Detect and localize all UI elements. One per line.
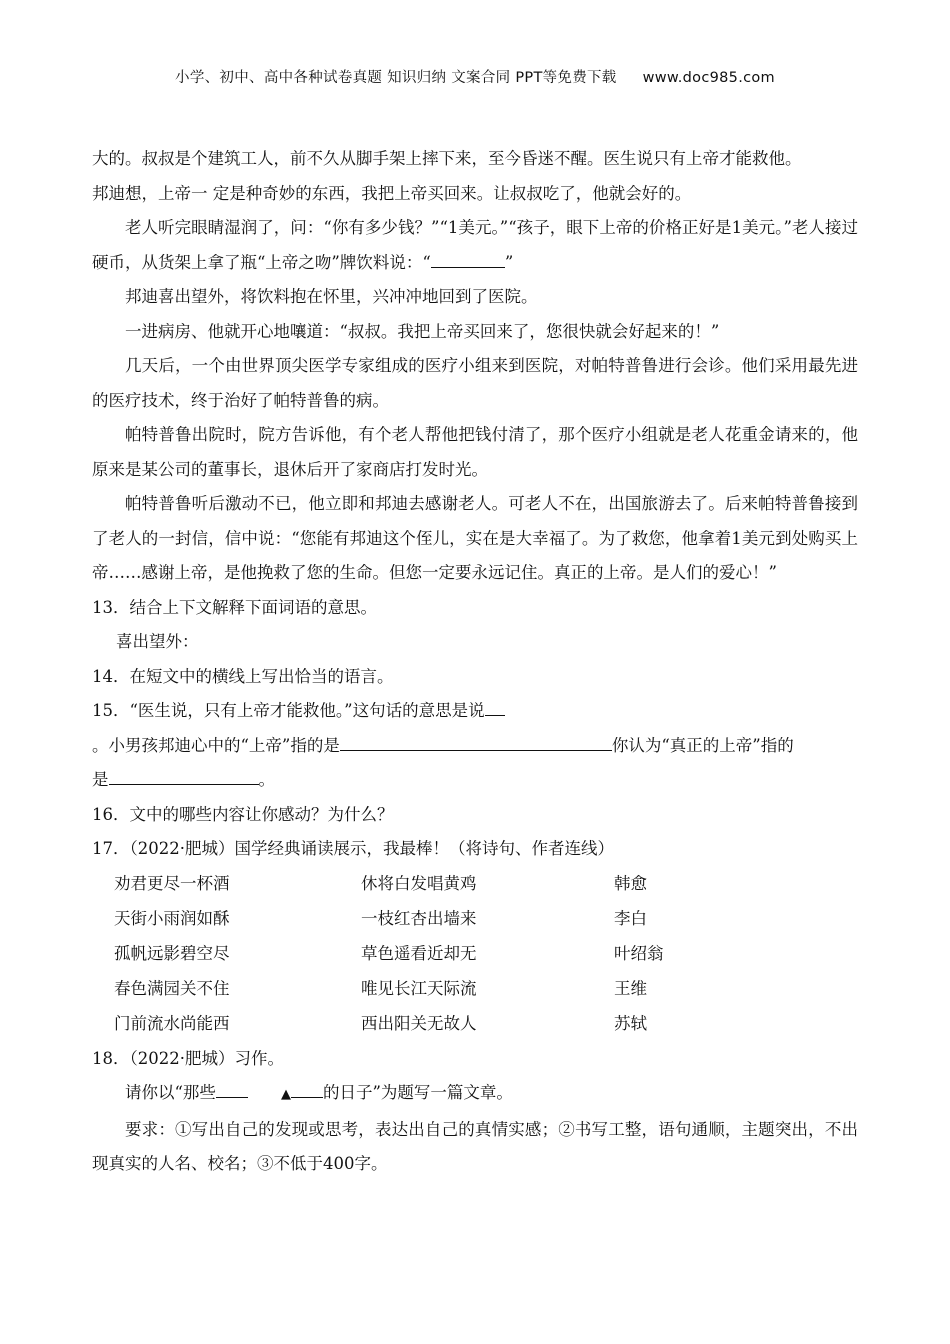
story-paragraph-5: 几天后，一个由世界顶尖医学专家组成的医疗小组来到医院，对帕特普鲁进行会诊。他们采用最先进的医疗技术，终于治好了帕特普鲁的病。 xyxy=(92,356,858,410)
header-text: 小学、初中、高中各种试卷真题 知识归纳 文案合同 PPT等免费下载 xyxy=(175,70,617,86)
story-paragraph-6: 帕特普鲁出院时，院方告诉他，有个老人帮他把钱付清了，那个医疗小组就是老人花重金请来的，他原来是某公司的董事长，退休后开了家商店打发时光。 xyxy=(92,425,858,479)
poem-row xyxy=(92,937,858,972)
poem-author[interactable]: 李白 xyxy=(614,908,647,928)
poem-line-b[interactable]: 西出阳关无故人 xyxy=(361,1013,477,1033)
answer-blank-15b[interactable] xyxy=(340,732,612,750)
question-17: 17．（2022·肥城）国学经典诵读展示，我最棒！（将诗句、作者连线） xyxy=(92,839,614,858)
question-13-term: 喜出望外： xyxy=(116,632,199,651)
question-13: 13．结合上下文解释下面词语的意思。 xyxy=(92,597,377,617)
document-body xyxy=(92,142,858,1182)
story-paragraph-4: 一进病房、他就开心地嚷道：“叔叔。我把上帝买回来了，您很快就会好起来的！” xyxy=(125,321,720,341)
title-blank-left[interactable] xyxy=(216,1080,248,1098)
question-15: 15．“医生说，只有上帝才能救他。”这句话的意思是说 xyxy=(92,694,858,729)
story-paragraph-2: 老人听完眼睛湿润了，问：“你有多少钱？”“1美元。”“孩子，眼下上帝的价格正好是1美元。”老人接过硬币，从货架上拿了瓶“上帝之吻”牌饮料说：“ ” xyxy=(92,218,858,272)
poem-line-b[interactable]: 一枝红杏出墙来 xyxy=(361,908,477,928)
story-paragraph-1 xyxy=(92,142,858,211)
question-16: 16．文中的哪些内容让你感动？为什么？ xyxy=(92,804,394,824)
question-15-line2: 。小男孩邦迪心中的“上帝”指的是 你认为“真正的上帝”指的 xyxy=(92,729,858,764)
question-18-requirements: 要求：①写出自己的发现或思考，表达出自己的真情实感；②书写工整，语句通顺，主题突出，不出现真实的人名、校名；③不低于400字。 xyxy=(92,1119,858,1173)
question-18: 18．（2022·肥城）习作。 xyxy=(92,1048,284,1068)
poem-row xyxy=(92,902,858,937)
poem-line-a[interactable]: 门前流水尚能西 xyxy=(114,1013,230,1033)
poem-author[interactable]: 韩愈 xyxy=(614,873,647,893)
triangle-icon: ▲ xyxy=(280,1087,291,1102)
poem-line-b[interactable]: 唯见长江天际流 xyxy=(361,978,477,998)
poem-line-b[interactable]: 休将白发唱黄鸡 xyxy=(361,873,477,893)
answer-blank-14[interactable] xyxy=(431,249,505,267)
question-18-prompt: 请你以“那些 ▲ 的日子”为题写一篇文章。 xyxy=(92,1076,858,1113)
page-header xyxy=(0,66,950,87)
poem-line-a[interactable]: 天街小雨润如酥 xyxy=(114,908,230,928)
poem-matching-table xyxy=(92,867,858,1042)
story-paragraph-3: 邦迪喜出望外，将饮料抱在怀里，兴冲冲地回到了医院。 xyxy=(125,287,538,306)
poem-line-a[interactable]: 劝君更尽一杯酒 xyxy=(114,873,230,893)
poem-line-a[interactable]: 孤帆远影碧空尽 xyxy=(114,943,230,963)
poem-row xyxy=(92,867,858,902)
poem-row xyxy=(92,1007,858,1042)
poem-author[interactable]: 叶绍翁 xyxy=(614,943,664,963)
answer-blank-15c[interactable] xyxy=(109,767,259,785)
poem-line-b[interactable]: 草色遥看近却无 xyxy=(361,943,477,963)
poem-row xyxy=(92,972,858,1007)
header-site-link[interactable]: www.doc985.com xyxy=(642,70,775,86)
question-14: 14．在短文中的横线上写出恰当的语言。 xyxy=(92,666,394,686)
poem-line-a[interactable]: 春色满园关不住 xyxy=(114,978,230,998)
poem-author[interactable]: 苏轼 xyxy=(614,1013,647,1033)
story-p1-line2: 邦迪想，上帝一 定是种奇妙的东西，我把上帝买回来。让叔叔吃了，他就会好的。 xyxy=(92,183,692,203)
answer-blank-15a[interactable] xyxy=(485,698,505,716)
title-blank-right[interactable] xyxy=(291,1080,323,1098)
question-15-line3: 是 。 xyxy=(92,763,858,798)
story-paragraph-7: 帕特普鲁听后激动不已，他立即和邦迪去感谢老人。可老人不在，出国旅游去了。后来帕特普鲁接到了老人的一封信，信中说：“您能有邦迪这个侄儿，实在是大幸福了。为了救您，他拿着1美元到处购买上帝……感谢上帝，是他挽救了您的生命。但您一定要永远记住。真正的上帝。是人们的爱心！” xyxy=(92,494,858,582)
poem-author[interactable]: 王维 xyxy=(614,978,647,998)
story-p1-line1: 大的。叔叔是个建筑工人，前不久从脚手架上摔下来，至今昏迷不醒。医生说只有上帝才能救他。 xyxy=(92,149,802,168)
